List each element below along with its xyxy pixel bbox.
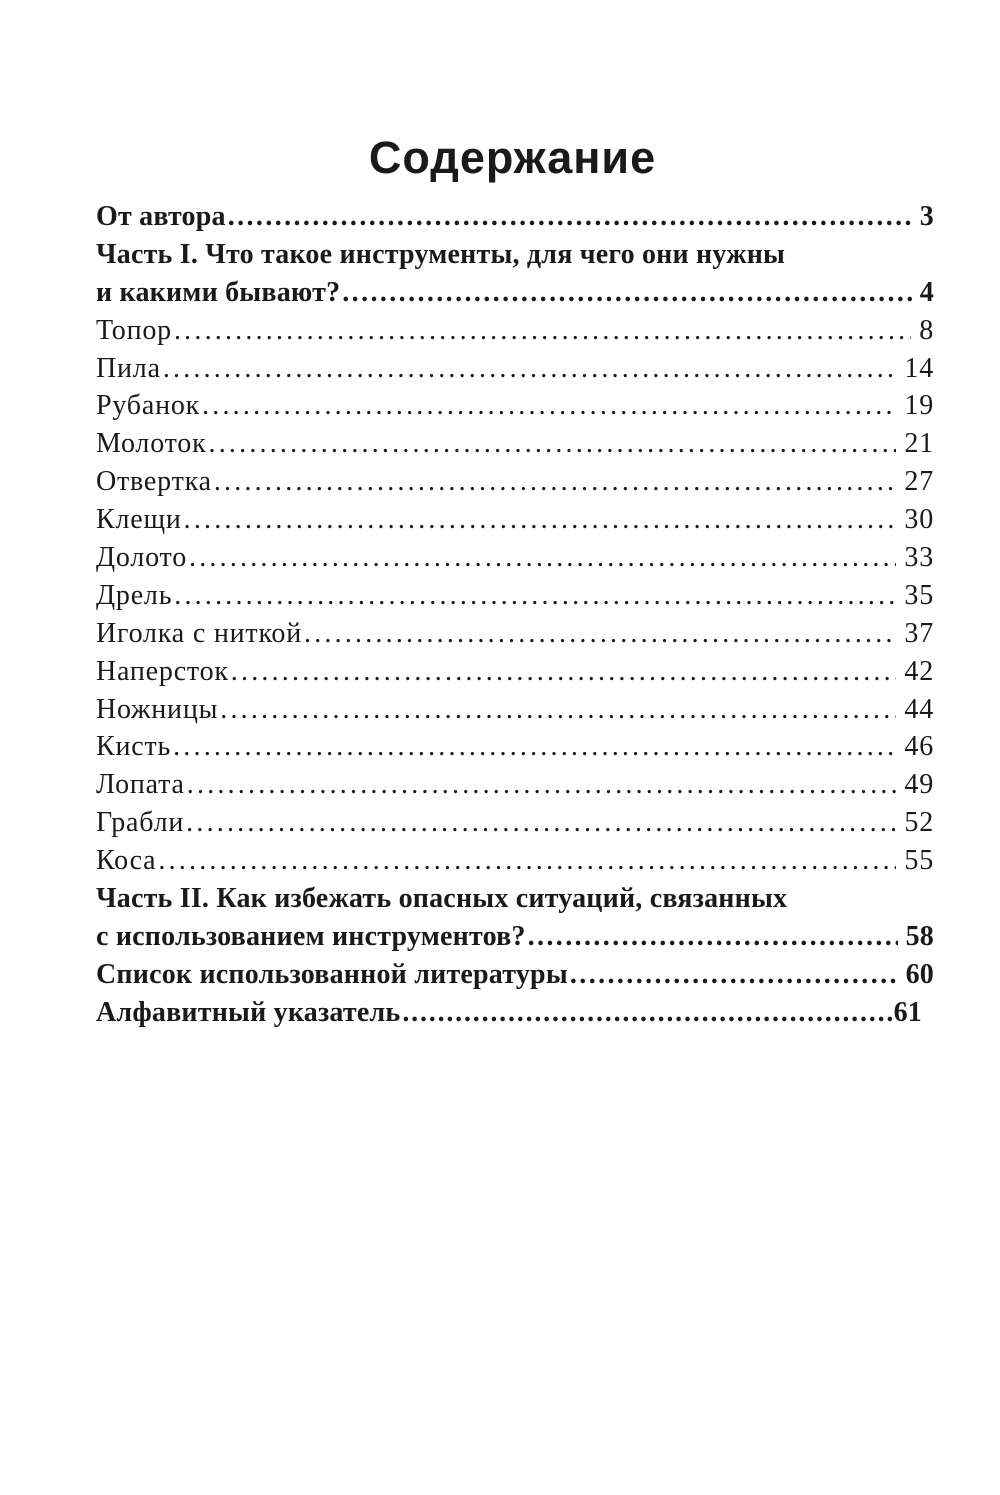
toc-entry-label: Часть I. Что такое инструменты, для чего они нужны: [96, 238, 786, 270]
page-title: Содержание: [368, 132, 657, 183]
toc-entry-hammer: [96, 425, 934, 463]
dot-leader: [304, 615, 896, 653]
dot-leader: [231, 653, 897, 691]
dot-leader: [209, 425, 897, 463]
toc-entry-label: Клещи: [96, 504, 182, 536]
toc-entry-label: Часть II. Как избежать опасных ситуаций, связанных: [96, 883, 788, 915]
dot-leader: [220, 691, 896, 729]
dot-leader: [184, 501, 897, 539]
toc-entry-page: 58: [905, 920, 934, 952]
toc-entry-label: Дрель: [96, 579, 173, 611]
toc-entry-page: 60: [905, 958, 934, 990]
toc-entry-page: 27: [904, 466, 934, 498]
toc-entry-page: 14: [904, 352, 934, 384]
toc-entry-page: 33: [904, 542, 934, 574]
dot-leader: [174, 312, 911, 350]
toc-entry-page: 4: [919, 276, 934, 308]
toc-entry-part-1: [96, 274, 934, 312]
toc-entry-chisel: [96, 539, 934, 577]
toc-entry-label: Отвертка: [96, 466, 212, 498]
toc-entry-page: 55: [904, 845, 934, 877]
toc-entry-page: 44: [904, 693, 934, 725]
toc-entry-page: 46: [904, 731, 934, 763]
toc-entry-rake: [96, 804, 934, 842]
toc-entry-saw: [96, 350, 934, 388]
dot-leader: [214, 463, 897, 501]
toc-entry-label: Лопата: [96, 769, 185, 801]
toc-entry-label: Долото: [96, 542, 188, 574]
toc-entry-label: От автора: [96, 201, 226, 232]
dot-leader: [342, 274, 912, 312]
toc-entry-label: Рубанок: [96, 390, 201, 422]
toc-entry-scissors: [96, 691, 934, 729]
toc-entry-page: 19: [904, 390, 934, 422]
toc-entry-label: Наперсток: [96, 655, 229, 687]
toc-entry-label: Список использованной литературы: [96, 958, 568, 990]
toc-entry-page: 42: [904, 655, 934, 687]
dot-leader: [202, 387, 896, 425]
toc-entry-label: Грабли: [96, 807, 185, 839]
toc-entry-page: 3: [919, 201, 934, 232]
toc-entry-plane: [96, 387, 934, 425]
toc-entry-needle: [96, 615, 934, 653]
toc-entry-label: Ножницы: [96, 693, 219, 725]
toc-entry-shovel: [96, 766, 934, 804]
toc-entry-from-author: [96, 198, 934, 236]
toc-entry-label: Алфавитный указатель: [96, 996, 401, 1028]
toc-entry-label: Кисть: [96, 731, 172, 763]
toc-entry-label: и какими бывают?: [96, 276, 341, 308]
dot-leader: [189, 539, 896, 577]
toc-entry-page: 37: [904, 617, 934, 649]
toc-entry-label: Пила: [96, 352, 161, 384]
toc-entry-axe: [96, 312, 934, 350]
toc-entry-thimble: [96, 653, 934, 691]
toc-entry-part-2: [96, 918, 934, 956]
dot-leader: [158, 842, 896, 880]
toc-entry-scythe: [96, 842, 934, 880]
toc-entry-label: с использованием инструментов?: [96, 920, 526, 952]
dot-leader: [402, 994, 891, 1032]
toc-entry-screwdriver: [96, 463, 934, 501]
toc-entry-brush: [96, 728, 934, 766]
toc-entry-part-1-heading: [96, 236, 934, 274]
toc-entry-page: 52: [904, 807, 934, 839]
toc-entry-label: Иголка с ниткой: [96, 617, 303, 649]
dot-leader: [228, 198, 912, 236]
dot-leader: [187, 766, 897, 804]
toc-entry-pincers: [96, 501, 934, 539]
toc-entry-label: Топор: [96, 314, 172, 346]
toc-entry-drill: [96, 577, 934, 615]
dot-leader: [570, 956, 898, 994]
toc-entry-part-2-heading: [96, 880, 934, 918]
dot-leader: [163, 350, 897, 388]
toc-entry-label: Молоток: [96, 428, 207, 460]
toc-entry-label: Коса: [96, 845, 157, 877]
toc-entry-page: 8: [919, 314, 934, 346]
dot-leader: [173, 728, 896, 766]
toc-entry-page: 49: [904, 769, 934, 801]
toc-entry-page: 30: [904, 504, 934, 536]
dot-leader: [174, 577, 896, 615]
dot-leader: [528, 918, 898, 956]
toc-entry-page: 61: [893, 996, 922, 1028]
toc-entry-index: [96, 994, 922, 1032]
toc-entry-page: 21: [904, 428, 934, 460]
toc-entry-page: 35: [904, 579, 934, 611]
table-of-contents: [96, 198, 934, 1032]
toc-entry-bibliography: [96, 956, 934, 994]
dot-leader: [186, 804, 896, 842]
